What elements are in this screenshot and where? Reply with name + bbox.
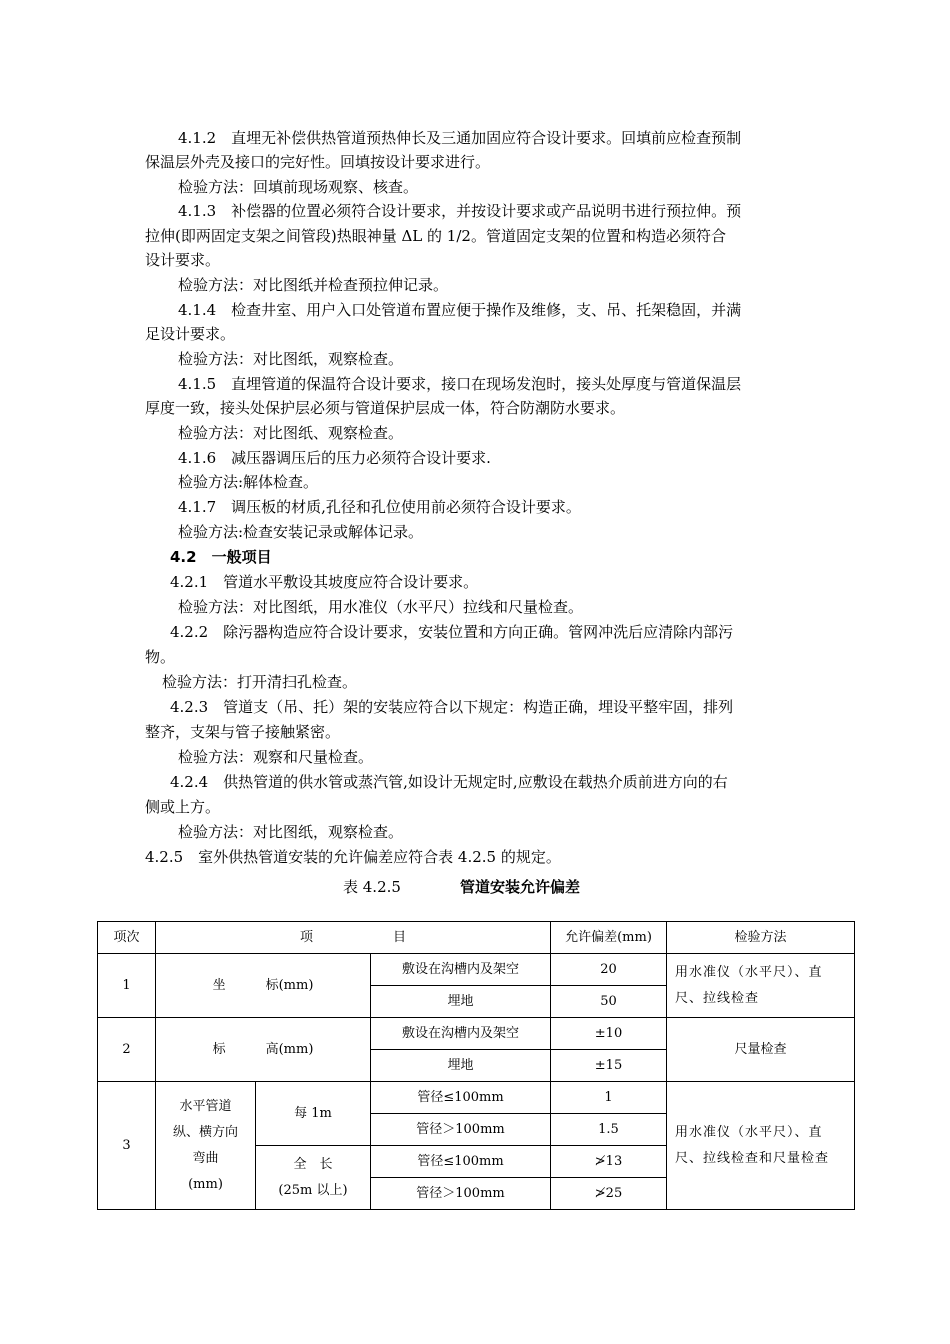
tolerance-table xyxy=(97,921,855,1210)
item-b: 标(mm) xyxy=(265,977,314,993)
text-line: 4.1.5 直埋管道的保温符合设计要求，接口在现场发泡时，接头处厚度与管道保温层 xyxy=(178,375,742,393)
tolerance-value: 20 xyxy=(551,954,667,986)
text-line: 4.2.5 室外供热管道安装的允许偏差应符合表 4.2.5 的规定。 xyxy=(145,848,561,866)
sub-item: 敷设在沟槽内及架空 xyxy=(371,954,551,986)
header-tolerance: 允许偏差(mm) xyxy=(551,922,667,954)
text-line: 保温层外壳及接口的完好性。回填按设计要求进行。 xyxy=(145,153,491,171)
sub-item: 管径≤100mm xyxy=(371,1146,551,1178)
row-item xyxy=(156,1018,371,1082)
row-item xyxy=(156,1082,256,1210)
sub-item: 埋地 xyxy=(371,986,551,1018)
text-line: 足设计要求。 xyxy=(145,325,236,343)
item-b: 高(mm) xyxy=(265,1041,314,1057)
text-line: 检验方法:解体检查。 xyxy=(178,473,319,491)
tolerance-value: 1 xyxy=(551,1082,667,1114)
text-line: 检验方法：对比图纸，观察检查。 xyxy=(178,823,404,841)
check-method: 尺量检查 xyxy=(667,1018,855,1082)
table-caption xyxy=(0,877,950,899)
header-item-b: 目 xyxy=(393,929,407,945)
item-line: 水平管道 xyxy=(179,1098,232,1114)
item-a: 标 xyxy=(212,1041,226,1057)
text-line: 检验方法：对比图纸并检查预拉伸记录。 xyxy=(178,276,449,294)
item-line: (mm) xyxy=(188,1176,223,1192)
tolerance-value: ±10 xyxy=(551,1018,667,1050)
row-no: 3 xyxy=(98,1082,156,1210)
table-title: 管道安装允许偏差 xyxy=(460,878,581,896)
item-line: 弯曲 xyxy=(192,1150,219,1166)
text-line: 检验方法：对比图纸，观察检查。 xyxy=(178,350,404,368)
text-line: 4.2.3 管道支（吊、托）架的安装应符合以下规定：构造正确，埋设平整牢固，排列 xyxy=(170,698,734,716)
sub-item: 管径＞100mm xyxy=(371,1178,551,1210)
tolerance-value: 50 xyxy=(551,986,667,1018)
text-line: 4.1.4 检查井室、用户入口处管道布置应便于操作及维修，支、吊、托架稳固，并满 xyxy=(178,301,742,319)
text-line: 整齐，支架与管子接触紧密。 xyxy=(145,723,341,741)
text-line: 4.1.6 减压器调压后的压力必须符合设计要求. xyxy=(178,449,491,467)
item-a: 坐 xyxy=(212,977,226,993)
full-length-label: 全 长 xyxy=(293,1156,333,1172)
check-method: 用水准仪（水平尺）、直尺、拉线检查和尺量检查 xyxy=(667,1082,855,1210)
sub-item: 敷设在沟槽内及架空 xyxy=(371,1018,551,1050)
header-no: 项次 xyxy=(98,922,156,954)
text-line: 检验方法：对比图纸，用水准仪（水平尺）拉线和尺量检查。 xyxy=(178,598,584,616)
header-item xyxy=(156,922,551,954)
text-line: 厚度一致，接头处保护层必须与管道保护层成一体，符合防潮防水要求。 xyxy=(145,399,626,417)
table-row xyxy=(98,954,855,986)
text-line: 4.1.7 调压板的材质,孔径和孔位使用前必须符合设计要求。 xyxy=(178,498,581,516)
table-number: 表 4.2.5 xyxy=(343,878,401,896)
text-line: 检验方法：对比图纸、观察检查。 xyxy=(178,424,404,442)
full-length xyxy=(256,1146,371,1210)
tolerance-value: ≯13 xyxy=(551,1146,667,1178)
row-no: 2 xyxy=(98,1018,156,1082)
sub-item: 管径≤100mm xyxy=(371,1082,551,1114)
row-no: 1 xyxy=(98,954,156,1018)
text-line: 检验方法：回填前现场观察、核查。 xyxy=(178,178,419,196)
header-item-a: 项 xyxy=(299,929,313,945)
text-line: 4.2.1 管道水平敷设其坡度应符合设计要求。 xyxy=(170,573,479,591)
section-heading: 4.2 一般项目 xyxy=(170,548,272,566)
table-row xyxy=(98,1082,855,1114)
text-line: 检验方法：打开清扫孔检查。 xyxy=(162,673,358,691)
full-length-note: (25m 以上) xyxy=(278,1182,348,1198)
table-row xyxy=(98,1018,855,1050)
text-line: 侧或上方。 xyxy=(145,798,221,816)
item-line: 纵、横方向 xyxy=(172,1124,238,1140)
text-line: 拉伸(即两固定支架之间管段)热眼神量 ΔL 的 1/2。管道固定支架的位置和构造必须符合 xyxy=(145,227,726,245)
row-item xyxy=(156,954,371,1018)
check-method: 用水准仪（水平尺）、直尺、拉线检查 xyxy=(667,954,855,1018)
text-line: 4.2.2 除污器构造应符合设计要求，安装位置和方向正确。管网冲洗后应清除内部污 xyxy=(170,623,734,641)
text-line: 设计要求。 xyxy=(145,251,221,269)
text-line: 物。 xyxy=(145,648,176,666)
header-method: 检验方法 xyxy=(667,922,855,954)
text-line: 检验方法：观察和尺量检查。 xyxy=(178,748,374,766)
text-line: 检验方法:检查安装记录或解体记录。 xyxy=(178,523,424,541)
sub-item: 管径＞100mm xyxy=(371,1114,551,1146)
sub-item: 埋地 xyxy=(371,1050,551,1082)
tolerance-value: ±15 xyxy=(551,1050,667,1082)
text-line: 4.1.3 补偿器的位置必须符合设计要求，并按设计要求或产品说明书进行预拉伸。预 xyxy=(178,202,742,220)
text-line: 4.2.4 供热管道的供水管或蒸汽管,如设计无规定时,应敷设在载热介质前进方向的右 xyxy=(170,773,728,791)
table-header-row xyxy=(98,922,855,954)
tolerance-value: ≯25 xyxy=(551,1178,667,1210)
tolerance-value: 1.5 xyxy=(551,1114,667,1146)
text-line: 4.1.2 直埋无补偿供热管道预热伸长及三通加固应符合设计要求。回填前应检查预制 xyxy=(178,129,742,147)
per-meter: 每 1m xyxy=(256,1082,371,1146)
